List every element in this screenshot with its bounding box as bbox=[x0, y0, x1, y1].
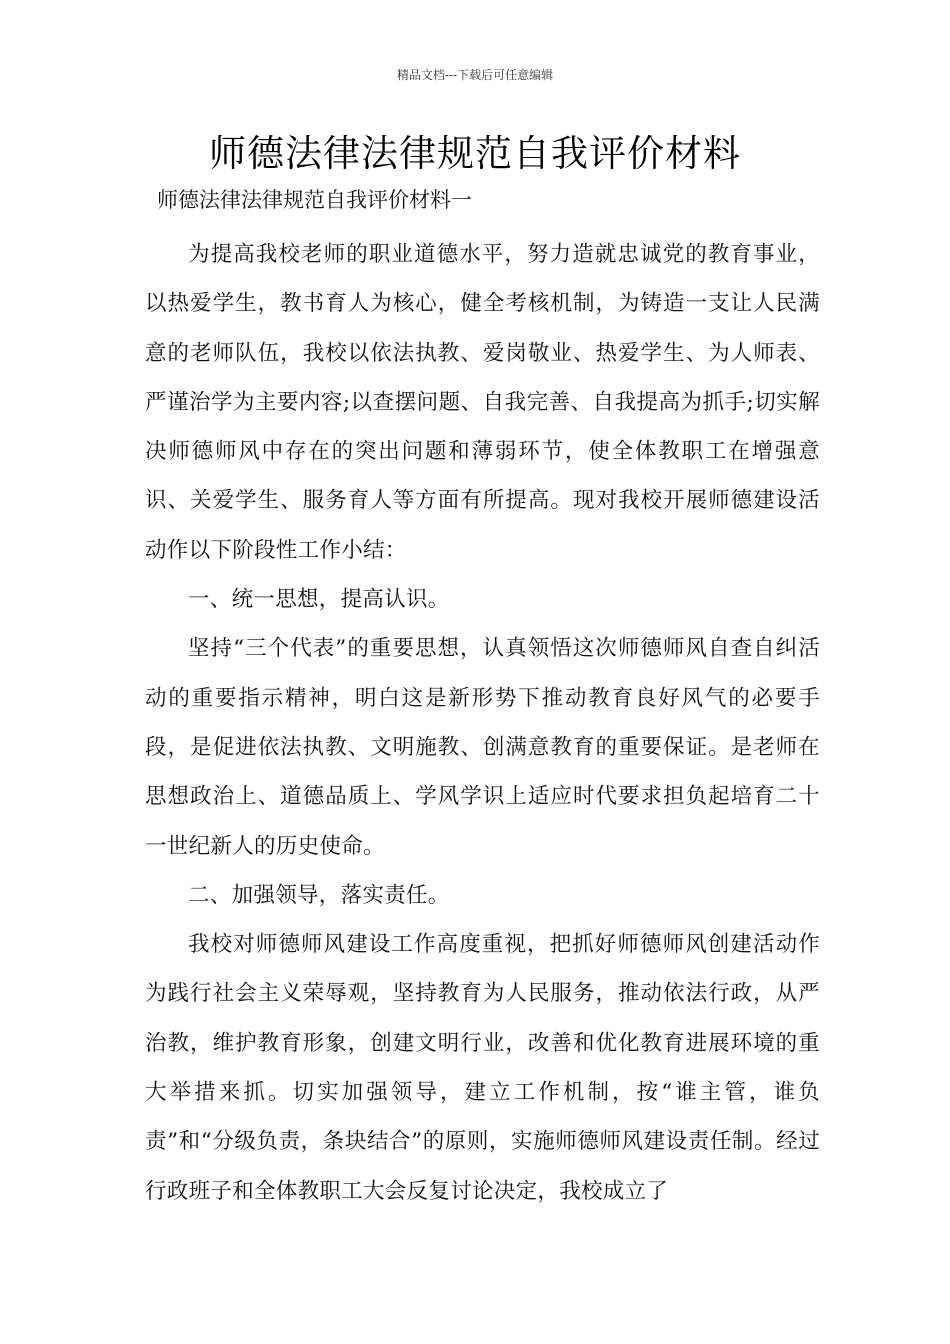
document-title: 师德法律法律规范自我评价材料 bbox=[209, 132, 741, 175]
paragraph-section-2: 我校对师德师风建设工作高度重视，把抓好师德师风创建活动作为践行社会主义荣辱观，坚持教育为人民服务，推动依法行政，从严治教，维护教育形象，创建文明行业，改善和优化教育进展环境的重大举措来抓。切实加强领导，建立工作机制，按“谁主管，谁负责”和“分级负责，条块结合”的原则，实施师德师风建设责任制。经过行政班子和全体教职工大会反复讨论决定，我校成立了 bbox=[145, 932, 820, 1204]
paragraph-section-1: 坚持“三个代表”的重要思想，认真领悟这次师德师风自查自纠活动的重要指示精神，明白这是新形势下推动教育良好风气的必要手段，是促进依法执教、文明施教、创满意教育的重要保证。是老师在思想政治上、道德品质上、学风学识上适应时代要求担负起培育二十一世纪新人的历史使命。 bbox=[145, 636, 820, 859]
section-heading-2: 二、加强领导，落实责任。 bbox=[188, 882, 450, 908]
section-heading-1: 一、统一思想，提高认识。 bbox=[188, 587, 450, 613]
paragraph-intro: 为提高我校老师的职业道德水平，努力造就忠诚党的教育事业，以热爱学生，教书育人为核心，健全考核机制，为铸造一支让人民满意的老师队伍，我校以依法执教、爱岗敬业、热爱学生、为人师表、严谨治学为主要内容;以查摆问题、自我完善、自我提高为抓手;切实解决师德师风中存在的突出问题和薄弱环节，使全体教职工在增强意识、关爱学生、服务育人等方面有所提高。现对我校开展师德建设活动作以下阶段性工作小结： bbox=[145, 242, 820, 563]
document-body bbox=[145, 230, 820, 1216]
document-subtitle: 师德法律法律规范自我评价材料一 bbox=[157, 188, 472, 212]
page-header: 精品文档---下载后可任意编辑 bbox=[396, 68, 554, 82]
